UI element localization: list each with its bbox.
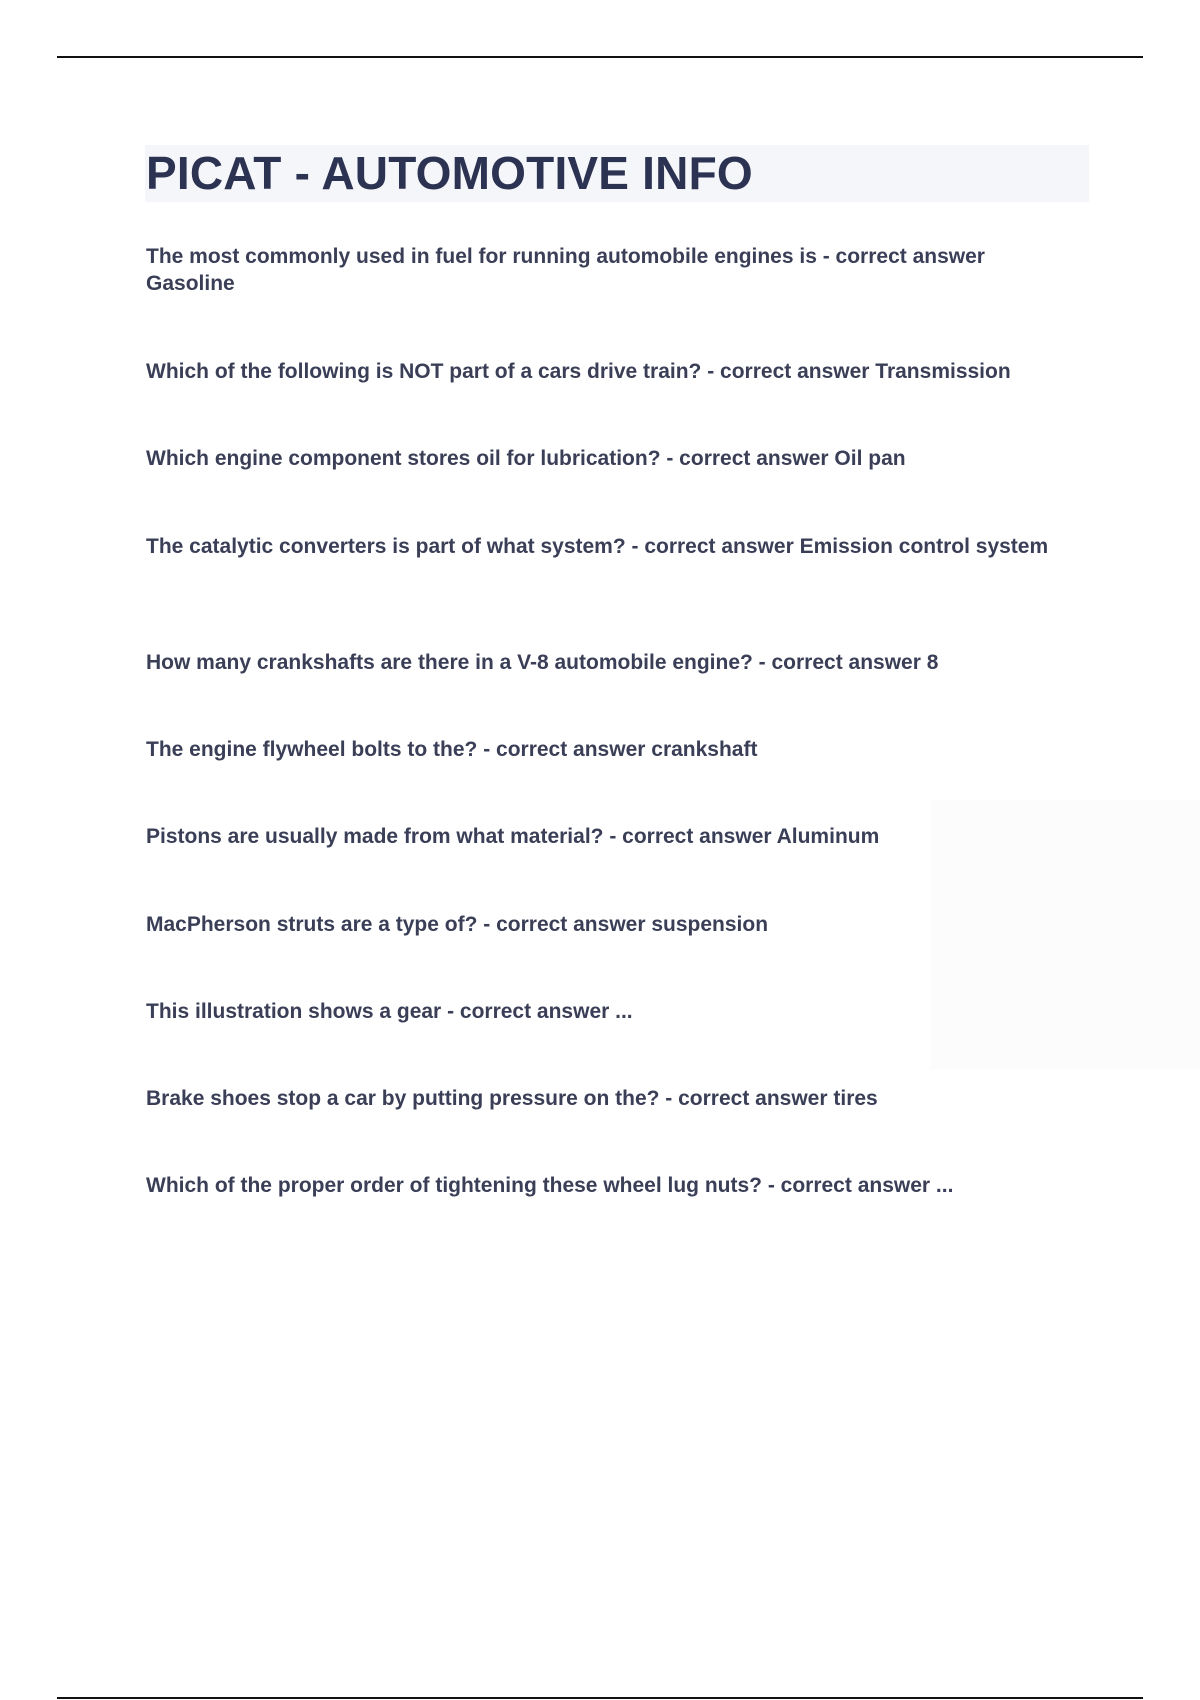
qa-item-1: The most commonly used in fuel for running automobile engines is - correct answer Gasoline bbox=[146, 245, 985, 295]
qa-item-11: Which of the proper order of tightening these wheel lug nuts? - correct answer ... bbox=[146, 1174, 954, 1197]
qa-item-5: How many crankshafts are there in a V-8 automobile engine? - correct answer 8 bbox=[146, 651, 939, 674]
qa-item-9: This illustration shows a gear - correct answer ... bbox=[146, 1000, 633, 1023]
qa-item-8: MacPherson struts are a type of? - correct answer suspension bbox=[146, 913, 769, 936]
qa-item-2: Which of the following is NOT part of a cars drive train? - correct answer Transmission bbox=[146, 360, 1011, 383]
footer-rule bbox=[57, 1697, 1143, 1699]
qa-item-7: Pistons are usually made from what material? - correct answer Aluminum bbox=[146, 825, 880, 848]
qa-item-4: The catalytic converters is part of what system? - correct answer Emission control system bbox=[146, 535, 1049, 558]
page-title: PICAT - AUTOMOTIVE INFO bbox=[146, 147, 753, 199]
qa-item-10: Brake shoes stop a car by putting pressure on the? - correct answer tires bbox=[146, 1087, 878, 1110]
header-rule bbox=[57, 56, 1143, 58]
qa-item-6: The engine flywheel bolts to the? - correct answer crankshaft bbox=[146, 738, 758, 761]
qa-item-3: Which engine component stores oil for lubrication? - correct answer Oil pan bbox=[146, 447, 906, 470]
